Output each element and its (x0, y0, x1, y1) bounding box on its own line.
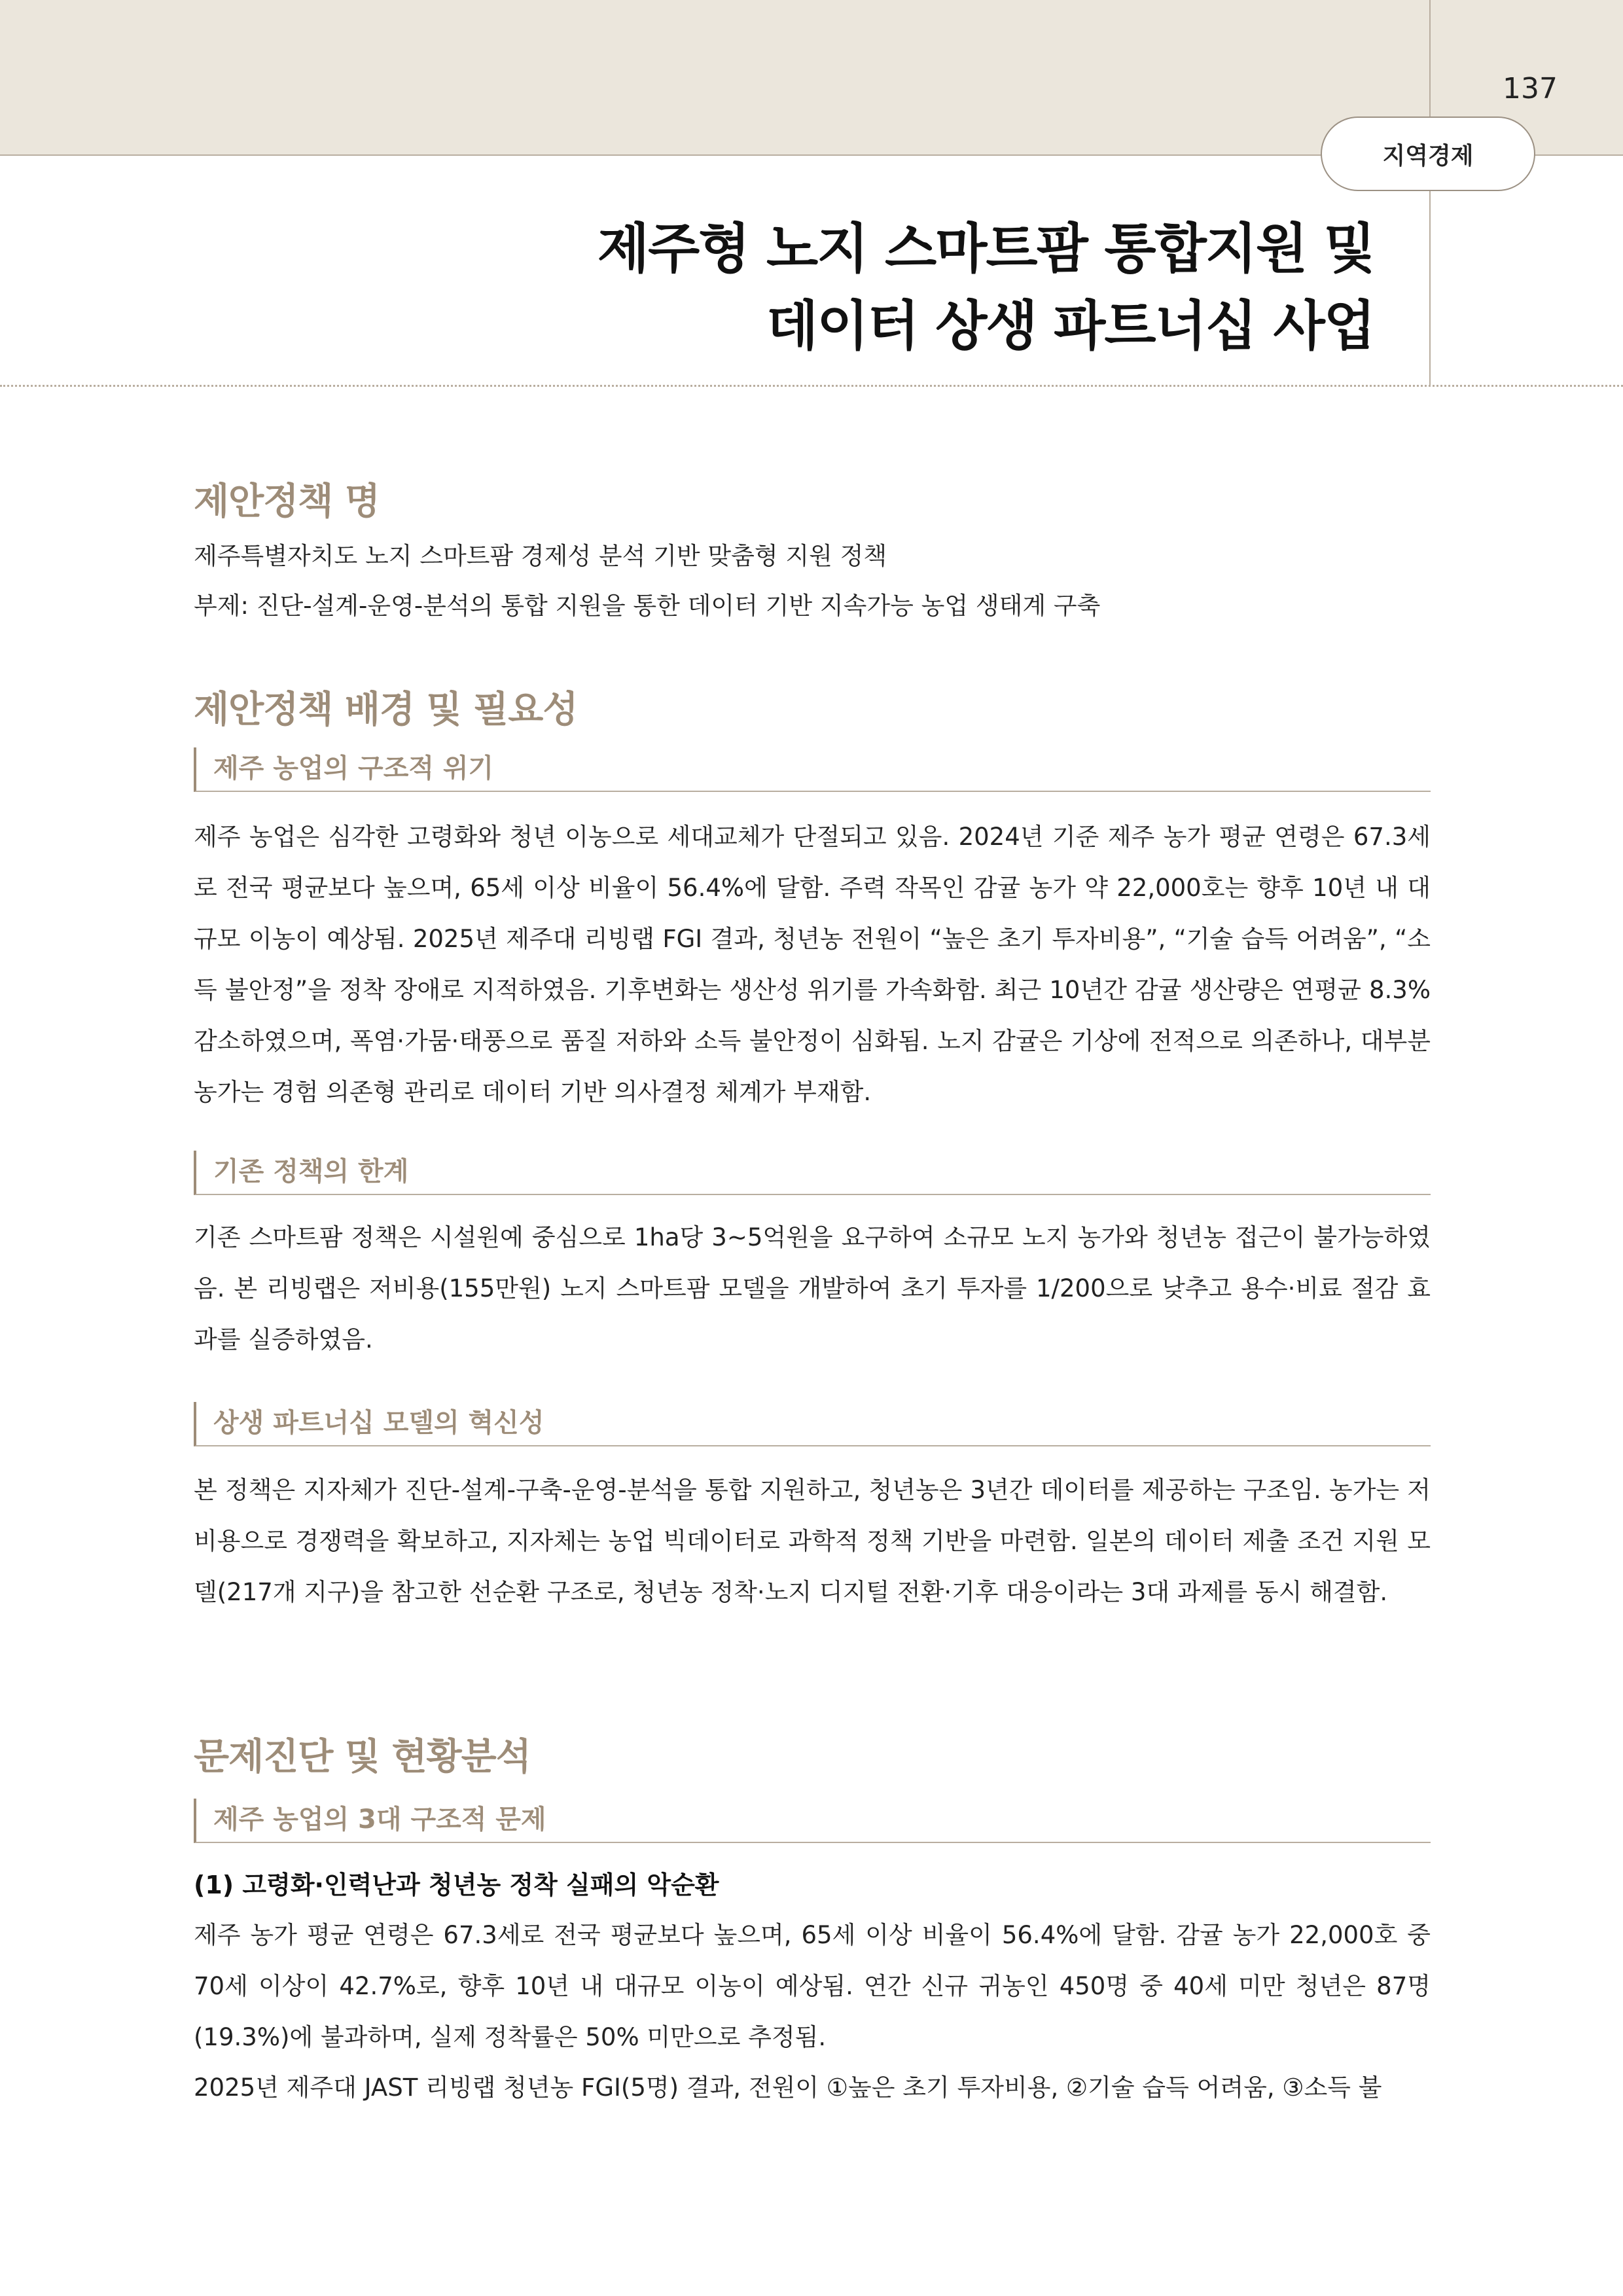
background-heading: 제안정책 배경 및 필요성 (194, 689, 578, 731)
page-number: 137 (1503, 72, 1558, 105)
aging-problem-block (194, 1860, 1431, 2113)
subsection-structural-crisis (194, 747, 1431, 792)
title-line-1: 제주형 노지 스마트팜 통합지원 및 (597, 218, 1374, 280)
header-divider-line (1429, 0, 1431, 386)
partnership-paragraph: 본 정책은 지자체가 진단-설계-구축-운영-분석을 통합 지원하고, 청년농은 3년간 데이터를 제공하는 구조임. 농가는 저비용으로 경쟁력을 확보하고, 지자체는 농업 빅데이터로 과학적 정책 기반을 마련함. 일본의 데이터 제출 조건 지원 모델(217개 지구)을 참고한 선순환 구조로, 청년농 정착·노지 디지털 전환·기후 대응이라는 3대 과제를 동시 해결함. (194, 1476, 1431, 1606)
subsection-title: 제주 농업의 3대 구조적 문제 (194, 1799, 1431, 1843)
section-tag (1321, 117, 1535, 191)
structural-crisis-paragraph-block (194, 812, 1431, 1118)
aging-problem-paragraph: 제주 농가 평균 연령은 67.3세로 전국 평균보다 높으며, 65세 이상 비율이 56.4%에 달함. 감귤 농가 22,000호 중 70세 이상이 42.7%로, 향후 10년 내 대규모 이농이 예상됨. 연간 신규 귀농인 450명 중 40세 미만 청년은 87명(19.3%)에 불과하며, 실제 정착률은 50% 미만으로 추정됨. (194, 1921, 1431, 2051)
background-heading-block (194, 681, 1431, 733)
fgi-result-line: 2025년 제주대 JAST 리빙랩 청년농 FGI(5명) 결과, 전원이 ①높은 초기 투자비용, ②기술 습득 어려움, ③소득 불 (194, 2073, 1382, 2102)
subsection-partnership-innovation (194, 1402, 1431, 1446)
subsection-title: 상생 파트너십 모델의 혁신성 (194, 1402, 1431, 1446)
title-line-2: 데이터 상생 파트너십 사업 (766, 295, 1374, 357)
policy-name-line: 제주특별자치도 노지 스마트팜 경제성 분석 기반 맞춤형 지원 정책 (194, 542, 887, 570)
dotted-divider (0, 385, 1623, 387)
partnership-paragraph-block (194, 1465, 1431, 1618)
policy-subtitle-line: 부제: 진단-설계-운영-분석의 통합 지원을 통한 데이터 기반 지속가능 농업 생태계 구축 (194, 592, 1101, 620)
policy-limits-paragraph-block (194, 1212, 1431, 1365)
subsection-title: 제주 농업의 구조적 위기 (194, 747, 1431, 792)
subsection-three-problems (194, 1799, 1431, 1843)
section-tag-label: 지역경제 (1382, 142, 1474, 170)
structural-crisis-paragraph: 제주 농업은 심각한 고령화와 청년 이농으로 세대교체가 단절되고 있음. 2024년 기준 제주 농가 평균 연령은 67.3세로 전국 평균보다 높으며, 65세 이상 비율이 56.4%에 달함. 주력 작목인 감귤 농가 약 22,000호는 향후 10년 내 대규모 이농이 예상됨. 2025년 제주대 리빙랩 FGI 결과, 청년농 전원이 “높은 초기 투자비용”, “기술 습득 어려움”, “소득 불안정”을 정착 장애로 지적하였음. 기후변화는 생산성 위기를 가속화함. 최근 10년간 감귤 생산량은 연평균 8.3% 감소하였으며, 폭염·가뭄·태풍으로 품질 저하와 소득 불안정이 심화됨. 노지 감귤은 기상에 전적으로 의존하나, 대부분 농가는 경험 의존형 관리로 데이터 기반 의사결정 체계가 부재함. (194, 823, 1431, 1106)
policy-name-heading: 제안정책 명 (194, 480, 380, 523)
policy-name-section (194, 473, 1431, 631)
diagnosis-heading-block (194, 1728, 1431, 1780)
subsection-policy-limits (194, 1151, 1431, 1195)
subsection-title: 기존 정책의 한계 (194, 1151, 1431, 1195)
diagnosis-heading: 문제진단 및 현황분석 (194, 1736, 531, 1778)
problem-item-title: (1) 고령화·인력난과 청년농 정착 실패의 악순환 (194, 1871, 719, 1899)
policy-limits-paragraph: 기존 스마트팜 정책은 시설원예 중심으로 1ha당 3~5억원을 요구하여 소규모 노지 농가와 청년농 접근이 불가능하였음. 본 리빙랩은 저비용(155만원) 노지 스마트팜 모델을 개발하여 초기 투자를 1/200으로 낮추고 용수·비료 절감 효과를 실증하였음. (194, 1223, 1431, 1354)
page-title (597, 211, 1374, 365)
